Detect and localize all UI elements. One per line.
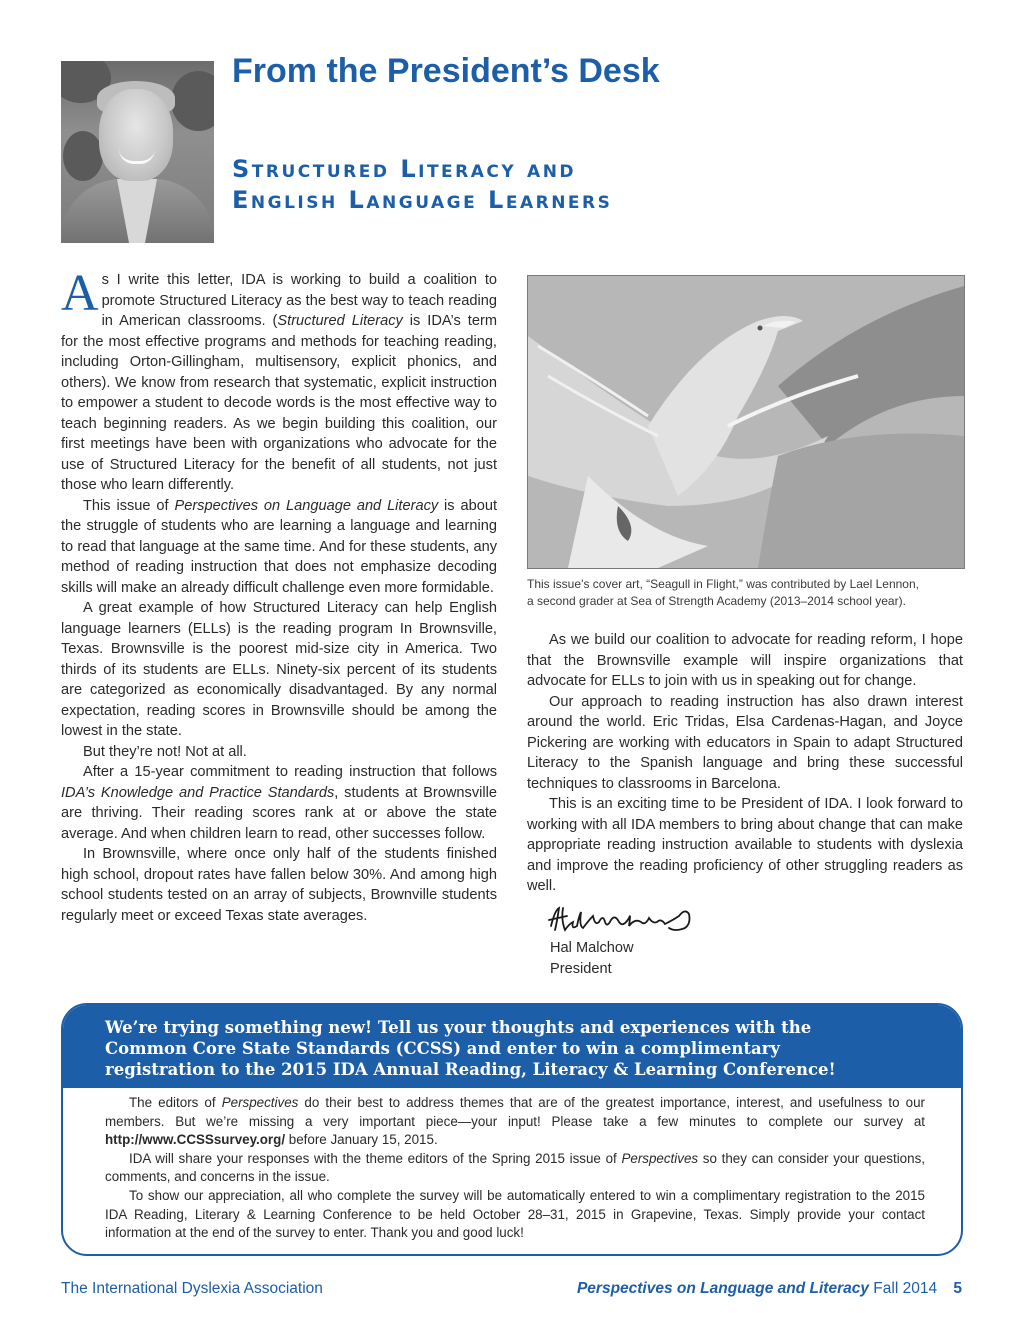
promo-heading-line-2: Common Core State Standards (CCSS) and enter to win a complimentary bbox=[105, 1039, 780, 1058]
paragraph-3: A great example of how Structured Literacy can help English language learners (ELLs) is the reading program In Brownsville, Texas. Brownsville is the poorest mid-size city in America. Two thirds of its students are ELLs. Ninety-six percent of its students are categorized as economically disadvantaged. By any normal expectation, reading scores in Brownsville should be among the lowest in the state. bbox=[61, 600, 497, 739]
signer-name: Hal Malchow bbox=[550, 940, 634, 956]
article-subtitle bbox=[232, 154, 612, 216]
subtitle-line-1: Structured Literacy and bbox=[232, 155, 577, 183]
paragraph-6: In Brownsville, where once only half of the students finished high school, dropout rates have fallen below 30%. And among high school students tested on an array of subjects, Brownville students regularly meet or exceed Texas state averages. bbox=[61, 846, 497, 924]
paragraph-4: But they’re not! Not at all. bbox=[83, 743, 247, 760]
signer-title: President bbox=[550, 960, 612, 977]
paragraph-5: After a 15-year commitment to reading instruction that follows IDA’s Knowledge and Practice Standards, students at Brownsville are thriving. Their reading scores rank at or above the state average. And when children learn to read, other successes follow. bbox=[61, 764, 497, 842]
figure-caption bbox=[527, 576, 977, 610]
promo-paragraph-1: The editors of Perspectives do their best to address themes that are of the greatest importance, interest, and usefulness to our members. But we’re missing a very important piece—your input! Please take a few minutes to complete our survey at http://www.CCSSsurvey.org/ before January 15, 2015. bbox=[105, 1095, 925, 1148]
promo-heading-line-1: We’re trying something new! Tell us your thoughts and experiences with the bbox=[105, 1018, 812, 1037]
caption-line-1: This issue’s cover art, “Seagull in Flight,” was contributed by Lael Lennon, bbox=[527, 577, 919, 591]
survey-link[interactable]: http://www.CCSSsurvey.org/ bbox=[105, 1132, 286, 1148]
paragraph-9: This is an exciting time to be President of IDA. I look forward to working with all IDA members to bring about change that can make appropriate reading instruction available to students with dyslexia and improve the reading proficiency of other struggling readers as well. bbox=[527, 796, 963, 894]
article-right-column bbox=[527, 630, 963, 897]
footer-organization: The International Dyslexia Association bbox=[61, 1280, 323, 1297]
page-number: 5 bbox=[953, 1280, 962, 1297]
subtitle-line-2: English Language Learners bbox=[232, 186, 613, 214]
president-portrait bbox=[61, 61, 214, 243]
drop-cap: A bbox=[61, 265, 99, 322]
paragraph-8: Our approach to reading instruction has also drawn interest around the world. Eric Tridas, Elsa Cardenas-Hagan, and Joyce Pickering are working with educators in Spain to adapt Structured Literacy to the Spanish language and bring these successful techniques to classrooms in Barcelona. bbox=[527, 693, 963, 792]
cover-art-image bbox=[527, 275, 965, 569]
promo-paragraph-3: To show our appreciation, all who complete the survey will be automatically entered to win a complimentary registration to the 2015 IDA Reading, Literary & Learning Conference to be held October 28–31, 2015 in Grapevine, Texas. Simply provide your contact information at the end of the survey to enter. Thank you and good luck! bbox=[105, 1187, 925, 1241]
paragraph-1: As I write this letter, IDA is working to build a coalition to promote Structured Literacy as the best way to teach reading in American classrooms. (Structured Literacy is IDA’s term for the most effective programs and methods for teaching reading, including Orton-Gillingham, multisensory, explicit phonics, and others). We know from research that systematic, explicit instruction to empower a student to decode words is the most effective way to teach beginning readers. As we begin building this coalition, our first meetings have been with organizations who advocate for the use of Structured Literacy for the benefit of all students, not just those who learn differently. bbox=[61, 265, 497, 493]
signer-block bbox=[550, 938, 634, 979]
article-left-column bbox=[61, 265, 498, 926]
signature-image bbox=[545, 900, 705, 940]
caption-line-2: a second grader at Sea of Strength Academy (2013–2014 school year). bbox=[527, 594, 906, 608]
survey-promo-box bbox=[61, 1003, 963, 1256]
footer-publication-info bbox=[577, 1280, 962, 1298]
paragraph-7: As we build our coalition to advocate for reading reform, I hope that the Brownsville example will inspire organizations that advocate for ELLs to join with us in speaking out for change. bbox=[527, 632, 963, 689]
promo-paragraph-2: IDA will share your responses with the theme editors of the Spring 2015 issue of Perspectives so they can consider your questions, comments, and concerns in the issue. bbox=[105, 1150, 925, 1185]
promo-heading bbox=[63, 1005, 961, 1088]
promo-heading-line-3: registration to the 2015 IDA Annual Reading, Literacy & Learning Conference! bbox=[105, 1060, 836, 1079]
page-title: From the President’s Desk bbox=[232, 52, 660, 90]
promo-body bbox=[63, 1088, 961, 1243]
paragraph-2: This issue of Perspectives on Language and Literacy is about the struggle of students who are learning a language and learning to read that language at the same time. And for these students, any method of reading instruction that does not emphasize decoding skills will make an already difficult challenge even more formidable. bbox=[61, 497, 498, 596]
footer-issue: Fall 2014 bbox=[873, 1280, 938, 1297]
footer-publication: Perspectives on Language and Literacy bbox=[576, 1280, 869, 1297]
